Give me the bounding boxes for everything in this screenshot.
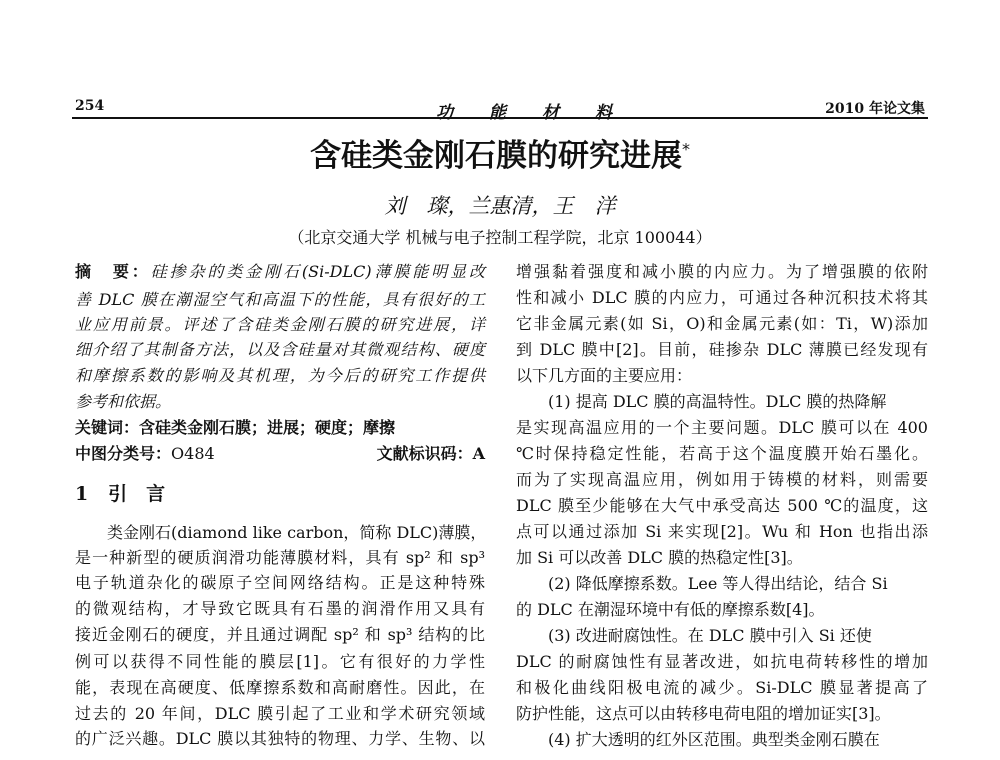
- body-line: 加 Si 可以改善 DLC 膜的热稳定性[3]。: [516, 548, 803, 567]
- body-line: 到 DLC 膜中[2]。目前，硅掺杂 DLC 薄膜已经发现有: [516, 340, 928, 359]
- body-line: 的微观结构，才导致它既具有石墨的润滑作用又具有: [75, 599, 485, 618]
- clc-value: O484: [171, 444, 215, 463]
- paper-title-text: 含硅类金刚石膜的研究进展: [310, 138, 682, 174]
- body-line: DLC 膜至少能够在大气中承受高达 500 ℃的温度，这: [516, 496, 928, 515]
- keywords-label: 关键词：: [75, 418, 140, 437]
- abstract-line: 业应用前景。评述了含硅类金刚石膜的研究进展，详: [75, 315, 485, 334]
- page-number: 254: [75, 98, 105, 114]
- keywords-text: 含硅类金刚石膜；进展；硬度；摩擦: [139, 418, 396, 437]
- body-line: 过去的 20 年间，DLC 膜引起了工业和学术研究领域: [75, 704, 485, 723]
- body-line: 的 DLC 在潮湿环境中有低的摩擦系数[4]。: [516, 600, 825, 619]
- body-line: 它非金属元素(如 Si，O)和金属元素(如：Ti，W)添加: [516, 314, 928, 333]
- title-footnote-mark: *: [682, 139, 690, 159]
- document-code: [377, 444, 485, 464]
- body-line: 以下几方面的主要应用：: [516, 366, 693, 385]
- authors: 刘 璨，兰惠清，王 洋: [384, 194, 616, 218]
- body-line: 接近金刚石的硬度，并且通过调配 sp² 和 sp³ 结构的比: [75, 625, 485, 644]
- section-number: 1: [75, 483, 89, 505]
- journal-name: 功能材料: [436, 103, 648, 123]
- body-line: 而为了实现高温应用，例如用于铸模的材料，则需要: [516, 470, 928, 489]
- abstract-text: 硅掺杂的类金刚石(Si-DLC)薄膜能明显改: [150, 262, 485, 281]
- abstract-line: 参考和依据。: [75, 392, 172, 411]
- body-line: 的广泛兴趣。DLC 膜以其独特的物理、力学、生物、以: [75, 729, 485, 748]
- body-line: 是一种新型的硬质润滑功能薄膜材料，具有 sp² 和 sp³: [75, 548, 485, 567]
- doc-code-label: 文献标识码：: [376, 444, 473, 463]
- body-line: 防护性能，这点可以由转移电荷电阻的增加证实[3]。: [516, 704, 891, 723]
- body-line: (4) 扩大透明的红外区范围。典型类金刚石膜在: [548, 730, 880, 749]
- abstract-label: 摘 要：: [75, 262, 151, 281]
- body-line: 增强黏着强度和减小膜的内应力。为了增强膜的依附: [516, 262, 928, 281]
- affiliation: （北京交通大学 机械与电子控制工程学院，北京 100044）: [288, 228, 712, 247]
- doc-code-value: A: [472, 444, 485, 463]
- body-line: 电子轨道杂化的碳原子空间网络结构。正是这种特殊: [75, 573, 485, 592]
- body-line: DLC 的耐腐蚀性有显著改进，如抗电荷转移性的增加: [516, 652, 928, 671]
- abstract-line: 细介绍了其制备方法，以及含硅量对其微观结构、硬度: [75, 340, 485, 359]
- abstract-line: 和摩擦系数的影响及其机理，为今后的研究工作提供: [75, 366, 485, 385]
- body-line: (3) 改进耐腐蚀性。在 DLC 膜中引入 Si 还使: [548, 626, 872, 645]
- keywords: [75, 418, 485, 438]
- section-heading: [75, 484, 485, 504]
- paper-title: [0, 130, 1000, 175]
- body-line: 类金刚石(diamond like carbon，简称 DLC)薄膜，: [107, 523, 487, 542]
- body-line: 是实现高温应用的一个主要问题。DLC 膜可以在 400: [516, 418, 928, 437]
- body-line: 例可以获得不同性能的膜层[1]。它有很好的力学性: [75, 652, 485, 671]
- body-line: (2) 降低摩擦系数。Lee 等人得出结论，结合 Si: [548, 574, 888, 593]
- body-line: ℃时保持稳定性能，若高于这个温度膜开始石墨化。: [516, 444, 928, 463]
- section-title: 引 言: [108, 483, 166, 505]
- body-line: (1) 提高 DLC 膜的高温特性。DLC 膜的热降解: [548, 392, 887, 411]
- body-line: 能，表现在高硬度、低摩擦系数和高耐磨性。因此，在: [75, 678, 485, 697]
- body-line: 和极化曲线阳极电流的减少。Si-DLC 膜显著提高了: [516, 678, 928, 697]
- header-rule: [72, 117, 928, 119]
- body-line: 点可以通过添加 Si 来实现[2]。Wu 和 Hon 也指出添: [516, 522, 928, 541]
- abstract-line: [75, 262, 485, 282]
- body-line: 性和减小 DLC 膜的内应力，可通过各种沉积技术将其: [516, 288, 928, 307]
- clc-label: 中图分类号：: [75, 444, 172, 463]
- abstract-line: 善 DLC 膜在潮湿空气和高温下的性能，具有很好的工: [75, 290, 485, 309]
- year-label: 2010 年论文集: [825, 101, 925, 117]
